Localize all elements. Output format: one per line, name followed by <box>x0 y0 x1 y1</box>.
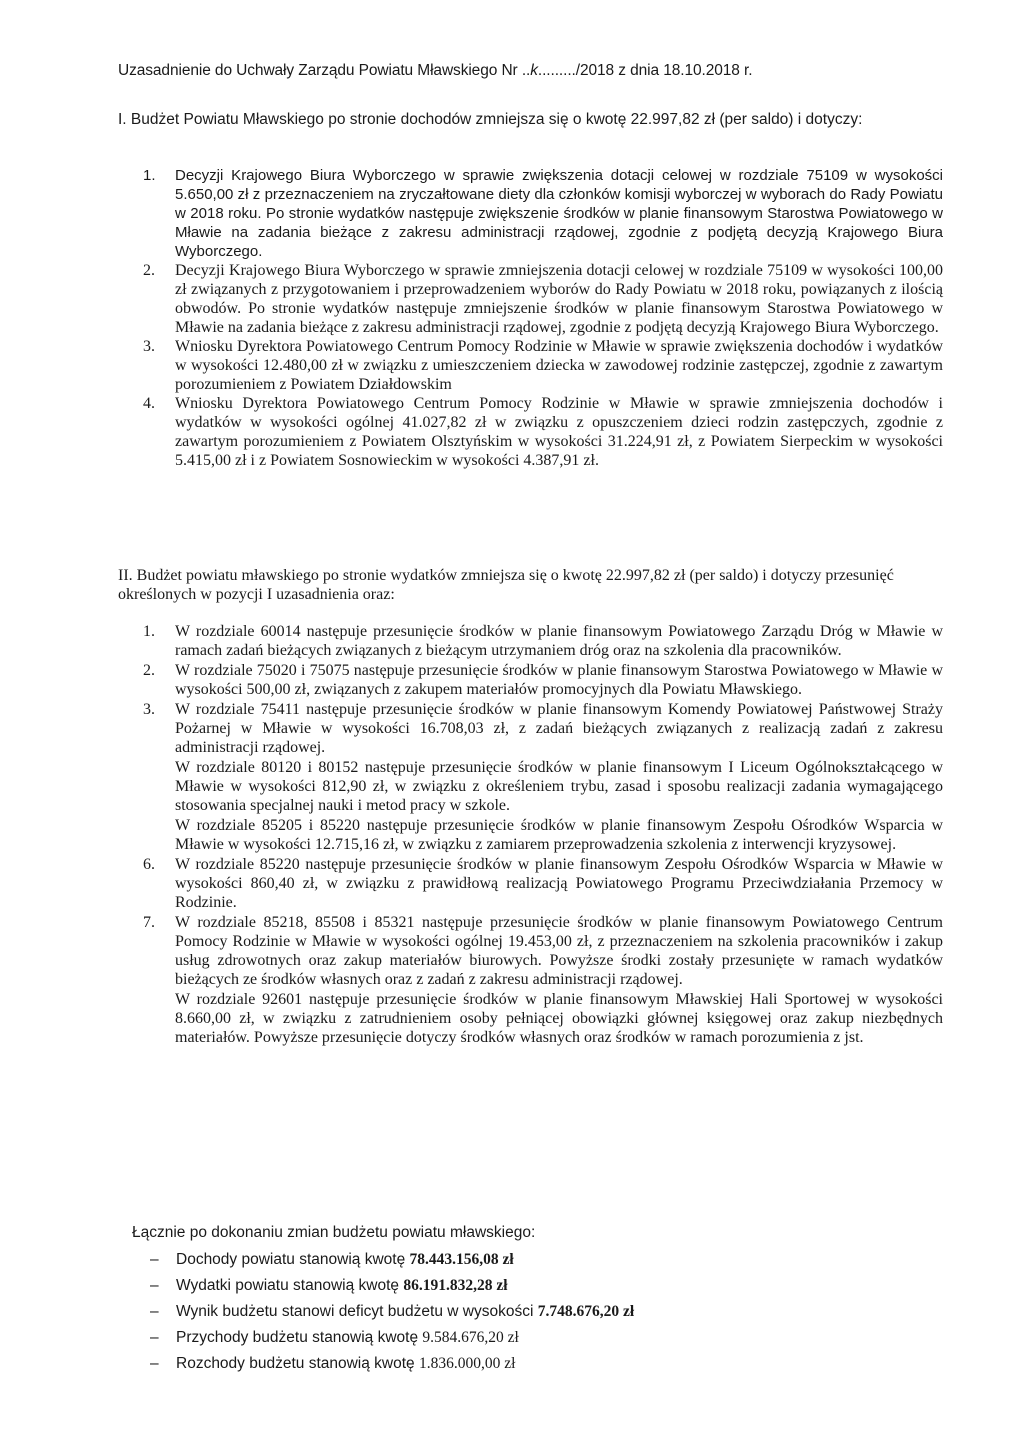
item-text: Decyzji Krajowego Biura Wyborczego w sprawie zmniejszenia dotacji celowej w rozdziale 75109 w wysokości 100,00 zł związanych z przygotowaniem i przeprowadzeniem wyborów do Rady Powiatu w 2018 roku, powiązanych z ilością obwodów. Po stronie wydatków następuje zmniejszenie środków w planie finansowym Starostwa Powiatowego w Mławie na zadania bieżące z zakresu administracji rządowej, zgodnie z podjętą decyzją Krajowego Biura Wyborczego. <box>175 262 943 336</box>
list-item <box>143 166 943 261</box>
dash-bullet: – <box>150 1329 159 1346</box>
summary-label: Rozchody budżetu stanowią kwotę <box>176 1355 419 1372</box>
section-1-heading: I. Budżet Powiatu Mławskiego po stronie dochodów zmniejsza się o kwotę 22.997,82 zł (per saldo) i dotyczy: <box>118 111 863 128</box>
item-text: W rozdziale 85220 następuje przesunięcie środków w planie finansowym Zespołu Ośrodków Wsparcia w Mławie w wysokości 860,40 zł, w związku z prawidłową realizacją Powiatowego Programu Przeciwdziałania Przemocy w Rodzinie. <box>175 856 943 911</box>
summary-label: Wynik budżetu stanowi deficyt budżetu w wysokości <box>176 1303 538 1320</box>
summary-amount: 7.748.676,20 zł <box>537 1303 635 1320</box>
section-1-list <box>143 166 943 470</box>
item-number: 1. <box>143 167 156 184</box>
dash-bullet: – <box>150 1303 159 1320</box>
handwritten-number-mark: k <box>530 62 538 79</box>
item-text: Wniosku Dyrektora Powiatowego Centrum Pomocy Rodzinie w Mławie w sprawie zwiększenia dochodów i wydatków w wysokości 12.480,00 zł w związku z umieszczeniem dziecka w zawodowej rodzinie zastępczej, zgodnie z zawartym porozumieniem z Powiatem Działdowskim <box>175 338 943 393</box>
list-item <box>143 622 943 660</box>
summary-list <box>118 1250 634 1380</box>
list-item <box>143 758 943 815</box>
section-2-heading: II. Budżet powiatu mławskiego po stronie wydatków zmniejsza się o kwotę 22.997,82 zł (per saldo) i dotyczy przesunięć określonych w pozycji I uzasadnienia oraz: <box>118 567 894 603</box>
item-text: Decyzji Krajowego Biura Wyborczego w sprawie zwiększenia dotacji celowej w rozdziale 75109 w wysokości 5.650,00 zł z przeznaczeniem na zryczałtowane diety dla członków komisji wyborczej w wyborach do Rady Powiatu w 2018 roku. Po stronie wydatków następuje zwiększenie środków w planie finansowym Starostwa Powiatowego w Mławie na zadania bieżące z zakresu administracji rządowej, zgodnie z podjętą decyzją Krajowego Biura Wyborczego. <box>175 167 943 260</box>
title-prefix: Uzasadnienie do Uchwały Zarządu Powiatu Mławskiego Nr .. <box>118 62 531 79</box>
item-number: 3. <box>143 338 155 355</box>
list-item <box>143 337 943 394</box>
list-item <box>143 661 943 699</box>
summary-label: Przychody budżetu stanowią kwotę <box>176 1329 423 1346</box>
item-text: W rozdziale 85205 i 85220 następuje przesunięcie środków w planie finansowym Zespołu Ośrodków Wsparcia w Mławie w wysokości 12.715,16 zł, w związku z zamiarem przeprowadzenia szkolenia z interwencji kryzysowej. <box>175 817 943 853</box>
document-title <box>118 62 752 80</box>
item-text: W rozdziale 75020 i 75075 następuje przesunięcie środków w planie finansowym Starostwa Powiatowego w Mławie w wysokości 500,00 zł, związanych z zakupem materiałów promocyjnych dla Powiatu Mławskiego. <box>175 662 943 698</box>
summary-label: Wydatki powiatu stanowią kwotę <box>176 1277 404 1294</box>
item-number: 6. <box>143 856 155 873</box>
summary-item-outflows <box>118 1354 634 1380</box>
dash-bullet: – <box>150 1277 159 1294</box>
item-number: 3. <box>143 701 155 718</box>
dash-bullet: – <box>150 1251 159 1268</box>
item-text: W rozdziale 92601 następuje przesunięcie środków w planie finansowym Mławskiej Hali Sportowej w wysokości 8.660,00 zł, w związku z zatrudnieniem osoby pełniącej obowiązki głównej księgowej oraz zakup niezbędnych materiałów. Powyższe przesunięcie dotyczy środków własnych oraz środków w ramach porozumienia z jst. <box>175 991 943 1046</box>
list-item <box>143 990 943 1047</box>
summary-label: Dochody powiatu stanowią kwotę <box>176 1251 410 1268</box>
summary-item-deficit <box>118 1302 634 1328</box>
summary-amount: 9.584.676,20 zł <box>422 1329 519 1346</box>
summary-item-income <box>118 1250 634 1276</box>
summary-intro: Łącznie po dokonaniu zmian budżetu powiatu mławskiego: <box>132 1224 536 1241</box>
dash-bullet: – <box>150 1355 159 1372</box>
summary-amount: 86.191.832,28 zł <box>403 1277 508 1294</box>
summary-amount: 78.443.156,08 zł <box>409 1251 514 1268</box>
list-item <box>143 816 943 854</box>
list-item <box>143 394 943 470</box>
item-number: 1. <box>143 623 155 640</box>
summary-item-expenses <box>118 1276 634 1302</box>
item-number: 4. <box>143 395 155 412</box>
item-number: 2. <box>143 662 155 679</box>
item-number: 2. <box>143 262 155 279</box>
title-suffix: ........./2018 z dnia 18.10.2018 r. <box>537 62 753 79</box>
summary-amount: 1.836.000,00 zł <box>418 1355 516 1372</box>
budget-summary <box>118 1224 634 1380</box>
section-2-list <box>143 622 943 1048</box>
item-text: Wniosku Dyrektora Powiatowego Centrum Pomocy Rodzinie w Mławie w sprawie zmniejszenia dochodów i wydatków w wysokości ogólnej 41.027,82 zł w związku z opuszczeniem dzieci rodzin zastępczych, zgodnie z zawartym porozumieniem z Powiatem Olsztyńskim w wysokości 31.224,91 zł, z Powiatem Sierpeckim w wysokości 5.415,00 zł i z Powiatem Sosnowieckim w wysokości 4.387,91 zł. <box>175 395 943 469</box>
item-number: 7. <box>143 914 155 931</box>
item-text: W rozdziale 75411 następuje przesunięcie środków w planie finansowym Komendy Powiatowej Państwowej Straży Pożarnej w Mławie w wysokości 16.708,03 zł, z zadań bieżących związanych z realizacją zadań z zakresu administracji rządowej. <box>175 701 943 756</box>
item-text: W rozdziale 60014 następuje przesunięcie środków w planie finansowym Powiatowego Zarządu Dróg w Mławie w ramach zadań bieżących związanych z bieżącym utrzymaniem dróg oraz na szkolenia dla pracowników. <box>175 623 943 659</box>
item-text: W rozdziale 80120 i 80152 następuje przesunięcie środków w planie finansowym I Liceum Ogólnokształcącego w Mławie w wysokości 812,90 zł, w związku z określeniem trybu, zasad i sposobu realizacji zadania wymagającego stosowania specjalnej nauki i metod pracy w szkole. <box>175 759 943 814</box>
list-item <box>143 913 943 989</box>
summary-item-revenues <box>118 1328 634 1354</box>
list-item <box>143 700 943 757</box>
item-text: W rozdziale 85218, 85508 i 85321 następuje przesunięcie środków w planie finansowym Powiatowego Centrum Pomocy Rodzinie w Mławie w wysokości ogólnej 19.453,00 zł, z przeznaczeniem na szkolenia pracowników i zakup usług zdrowotnych oraz zakup materiałów biurowych. Powyższe środki zostały przesunięte w ramach wydatków bieżących ze środków własnych oraz z zadań z zakresu administracji rządowej. <box>175 914 943 988</box>
list-item <box>143 261 943 337</box>
list-item <box>143 855 943 912</box>
